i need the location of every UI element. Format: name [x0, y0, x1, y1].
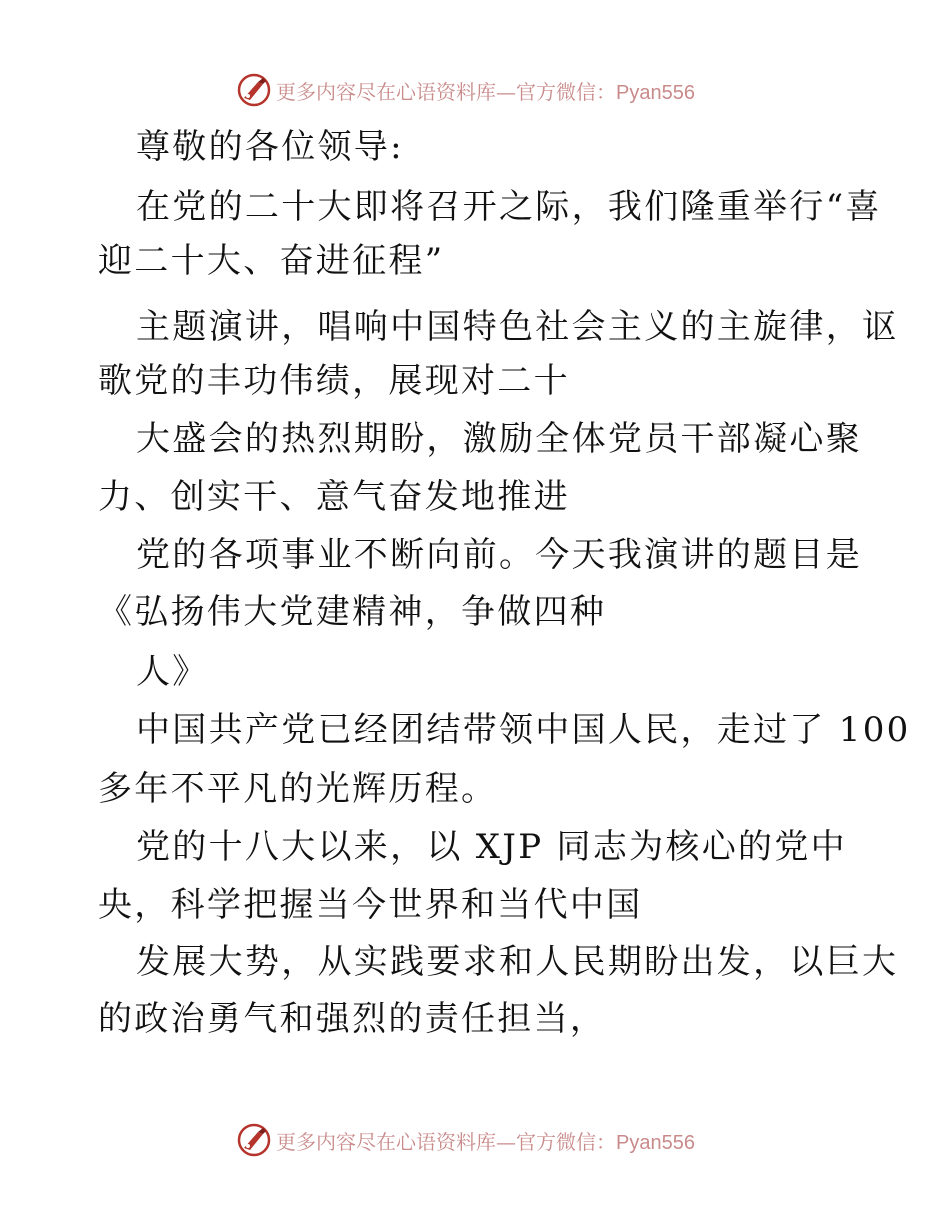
body-line: 多年不平凡的光辉历程。	[98, 769, 498, 809]
pen-nib-logo-icon	[236, 1122, 272, 1158]
body-line: 《弘扬伟大党建精神，争做四种	[98, 592, 607, 632]
body-line: 人》	[136, 652, 209, 692]
pen-nib-logo-icon	[236, 72, 272, 108]
body-line: 央，科学把握当今世界和当代中国	[98, 885, 643, 925]
body-line: 的政治勇气和强烈的责任担当，	[98, 999, 607, 1039]
header-banner	[236, 70, 756, 110]
header-wechat-id: Pyan556	[616, 81, 695, 104]
body-line: 大盛会的热烈期盼，激励全体党员干部凝心聚	[136, 419, 862, 459]
footer-banner-text: 更多内容尽在心语资料库—官方微信：	[276, 1129, 616, 1154]
body-line: 中国共产党已经团结带领中国人民，走过了 100	[136, 710, 911, 750]
header-banner-text: 更多内容尽在心语资料库—官方微信：	[276, 79, 616, 104]
body-line: 歌党的丰功伟绩，展现对二十	[98, 361, 570, 401]
footer-wechat-id: Pyan556	[616, 1131, 695, 1154]
body-line: 党的十八大以来，以 XJP 同志为核心的党中	[136, 827, 847, 867]
body-line: 尊敬的各位领导:	[136, 127, 404, 167]
footer-banner	[236, 1120, 756, 1160]
body-line: 力、创实干、意气奋发地推进	[98, 477, 570, 517]
body-line: 发展大势，从实践要求和人民期盼出发，以巨大	[136, 942, 899, 982]
body-line: 党的各项事业不断向前。今天我演讲的题目是	[136, 535, 862, 575]
body-line: 迎二十大、奋进征程”	[98, 241, 445, 281]
body-line: 主题演讲，唱响中国特色社会主义的主旋律，讴	[136, 307, 899, 347]
body-line: 在党的二十大即将召开之际，我们隆重举行“喜	[136, 187, 882, 227]
